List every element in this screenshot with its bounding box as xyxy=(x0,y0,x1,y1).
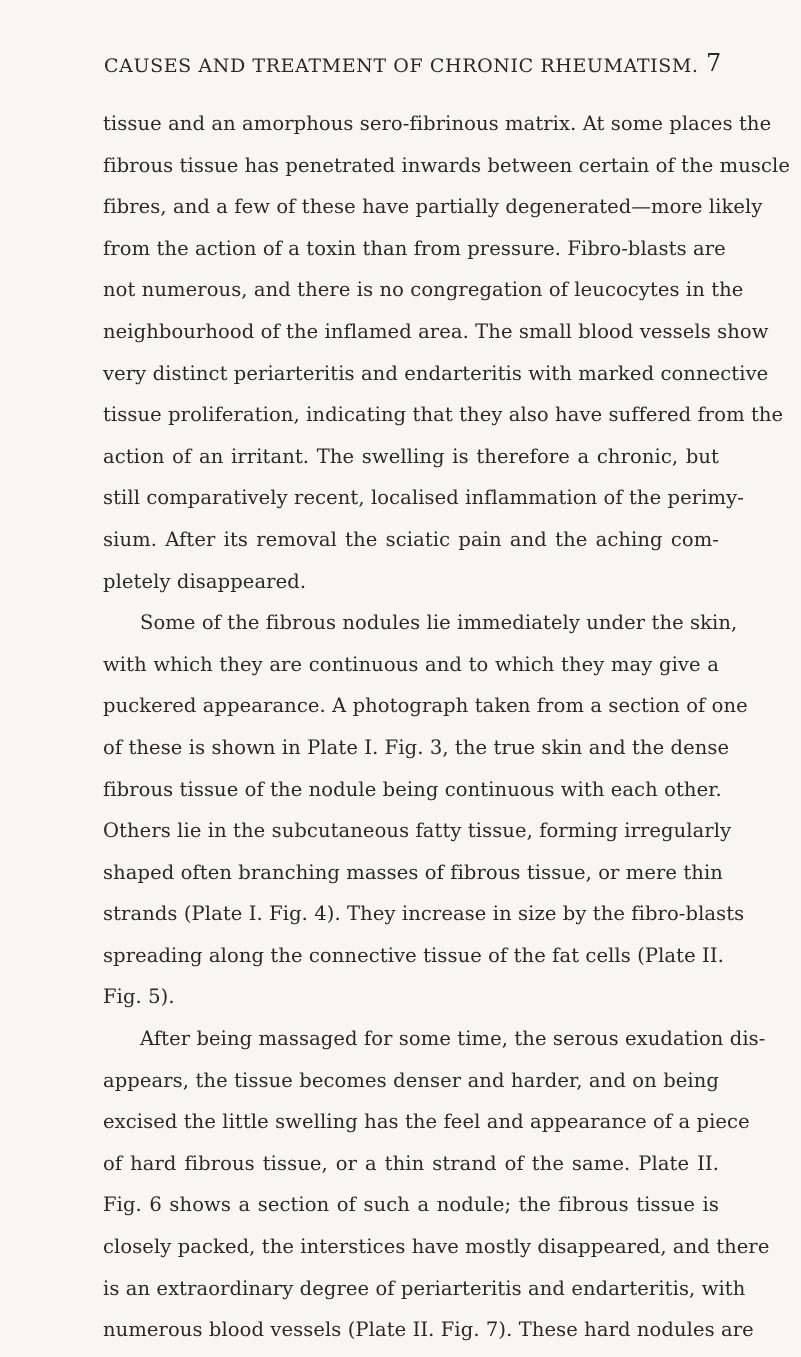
text-line: numerous blood vessels (Plate II. Fig. 7). These hard nodules are xyxy=(103,1318,754,1342)
running-title: CAUSES AND TREATMENT OF CHRONIC RHEUMATISM. xyxy=(104,55,699,77)
text-line: from the action of a toxin than from pressure. Fibro-blasts are xyxy=(103,236,726,260)
text-line: puckered appearance. A photograph taken from a section of one xyxy=(103,694,748,718)
text-line: excised the little swelling has the feel and appearance of a piece xyxy=(103,1110,750,1134)
text-line: tissue proliferation, indicating that they also have suffered from the xyxy=(103,403,784,427)
text-line: sium. After its removal the sciatic pain and the aching com- xyxy=(103,527,719,551)
page-number: 7 xyxy=(706,49,722,77)
text-line: fibrous tissue of the nodule being continuous with each other. xyxy=(103,777,722,801)
text-line: Others lie in the subcutaneous fatty tissue, forming irregularly xyxy=(103,819,732,843)
text-line: tissue and an amorphous sero-fibrinous matrix. At some places the xyxy=(103,112,772,135)
running-head xyxy=(104,49,724,89)
text-line: with which they are continuous and to which they may give a xyxy=(103,652,719,676)
text-line: strands (Plate I. Fig. 4). They increase in size by the fibro-blasts xyxy=(103,902,745,926)
text-line: not numerous, and there is no congregation of leucocytes in the xyxy=(103,278,744,302)
text-line: closely packed, the interstices have mostly disappeared, and there xyxy=(103,1235,770,1259)
text-line: of these is shown in Plate I. Fig. 3, the true skin and the dense xyxy=(103,735,730,759)
text-line: spreading along the connective tissue of the fat cells (Plate II. xyxy=(103,943,724,967)
text-line: still comparatively recent, localised inflammation of the perimy- xyxy=(103,486,744,510)
text-line: appears, the tissue becomes denser and harder, and on being xyxy=(103,1068,719,1092)
paragraph-first-line: Some of the fibrous nodules lie immediately under the skin, xyxy=(140,611,738,635)
body-text xyxy=(103,103,790,1351)
text-line: shaped often branching masses of fibrous tissue, or mere thin xyxy=(103,860,723,884)
paragraph-first-line: After being massaged for some time, the serous exudation dis- xyxy=(140,1027,766,1051)
text-line: of hard fibrous tissue, or a thin strand of the same. Plate II. xyxy=(103,1151,719,1175)
text-line: very distinct periarteritis and endarteritis with marked connective xyxy=(103,361,769,385)
text-line: fibrous tissue has penetrated inwards between certain of the muscle xyxy=(103,153,790,177)
text-line: neighbourhood of the inflamed area. The small blood vessels show xyxy=(103,319,769,343)
text-line: fibres, and a few of these have partially degenerated—more likely xyxy=(103,195,763,219)
text-line: Fig. 6 shows a section of such a nodule; the fibrous tissue is xyxy=(103,1193,719,1217)
text-line: action of an irritant. The swelling is therefore a chronic, but xyxy=(103,444,719,468)
text-line: is an extraordinary degree of periarteritis and endarteritis, with xyxy=(103,1276,746,1300)
text-line: Fig. 5). xyxy=(103,985,175,1009)
text-line: pletely disappeared. xyxy=(103,569,307,593)
